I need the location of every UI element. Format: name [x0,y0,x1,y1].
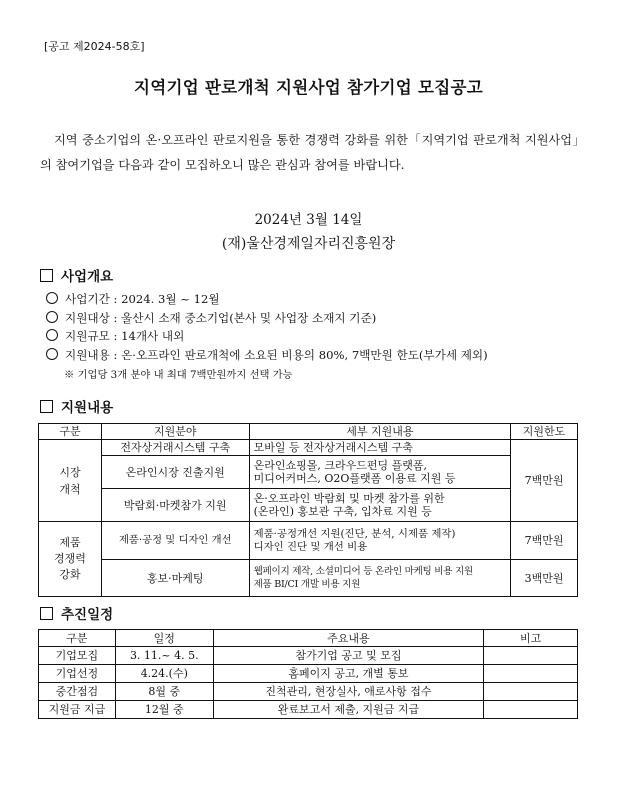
content-cell: 홈페이지 공고, 개별 통보 [213,665,483,683]
stage-cell: 기업모집 [39,647,116,665]
list-item: 지원내용 : 온·오프라인 판로개척에 소요된 비용의 80%, 7백만원 한도(부가세 제외) [46,346,488,365]
detail-cell: 온·오프라인 박람회 및 마켓 참가를 위한 (온라인) 홍보관 구축, 입차료 지원 등 [249,489,510,522]
square-bullet-icon [40,607,53,620]
field-cell: 제품·공정 및 디자인 개선 [101,522,249,560]
limit-cell: 7백만원 [511,440,578,522]
detail-cell: 온라인쇼핑몰, 크라우드펀딩 플랫폼, 미디어커머스, O2O플랫폼 이용료 지원 등 [249,456,510,489]
section-heading-label: 지원내용 [61,400,114,416]
square-bullet-icon [40,269,53,282]
table-row [39,456,578,489]
section-heading-overview [40,265,113,285]
table-header-row [39,424,578,440]
table-row [39,560,578,597]
detail-cell: 웹페이지 제작, 소셜미디어 등 온라인 마케팅 비용 지원 제품 BI/CI 개발 비용 지원 [249,560,510,597]
square-bullet-icon [40,400,53,413]
section-heading-label: 사업개요 [61,269,114,285]
table-header-cell: 구분 [39,424,102,440]
support-table [38,423,578,597]
intro-paragraph: 지역 중소기업의 온·오프라인 판로지원을 통한 경쟁력 강화를 위한「지역기업 판로개척 지원사업」의 참여기업을 다음과 같이 모집하오니 많은 관심과 참여를 바랍니다. [40,133,585,172]
category-cell: 시장 개척 [39,440,102,522]
remark-cell [484,701,578,719]
circle-bullet-icon [46,348,58,360]
detail-cell: 제품·공정개선 지원(진단, 분석, 시제품 제작) 디자인 진단 및 개선 비용 [249,522,510,560]
table-row [39,647,578,665]
table-row [39,522,578,560]
field-cell: 전자상거래시스템 구축 [101,440,249,456]
category-cell: 제품 경쟁력 강화 [39,522,102,597]
content-cell: 진척관리, 현장실사, 애로사항 접수 [213,683,483,701]
table-row [39,440,578,456]
table-header-cell: 구분 [39,630,116,647]
remark-cell [484,647,578,665]
detail-cell: 모바일 등 전자상거래시스템 구축 [249,440,510,456]
table-header-row [39,630,578,647]
table-row [39,665,578,683]
overview-note: ※ 기업당 3개 분야 내 최대 7백만원까지 선택 가능 [64,369,293,381]
field-cell: 홍보·마케팅 [101,560,249,597]
issuing-organization: (재)울산경제일자리진흥원장 [221,236,396,252]
period-cell: 3. 11.~ 4. 5. [115,647,213,665]
table-header-cell: 세부 지원내용 [249,424,510,440]
table-header-cell: 비고 [484,630,578,647]
circle-bullet-icon [46,311,58,323]
period-cell: 8월 중 [115,683,213,701]
table-header-cell: 일정 [115,630,213,647]
list-item: 지원대상 : 울산시 소재 중소기업(본사 및 사업장 소재지 기준) [46,309,488,328]
remark-cell [484,683,578,701]
notice-number: [공고 제2024-58호] [44,40,145,53]
circle-bullet-icon [46,329,58,341]
content-cell: 참가기업 공고 및 모집 [213,647,483,665]
table-header-cell: 지원분야 [101,424,249,440]
list-item: 사업기간 : 2024. 3월 ~ 12월 [46,290,488,309]
announcement-date: 2024년 3월 14일 [254,212,363,228]
table-row [39,683,578,701]
table-header-cell: 지원한도 [511,424,578,440]
overview-list [46,290,488,364]
section-heading-schedule [40,603,113,623]
list-item: 지원규모 : 14개사 내외 [46,327,488,346]
field-cell: 박람회·마켓참가 지원 [101,489,249,522]
remark-cell [484,665,578,683]
stage-cell: 중간점검 [39,683,116,701]
limit-cell: 3백만원 [511,560,578,597]
stage-cell: 기업선정 [39,665,116,683]
field-cell: 온라인시장 진출지원 [101,456,249,489]
stage-cell: 지원금 지급 [39,701,116,719]
circle-bullet-icon [46,292,58,304]
period-cell: 4.24.(수) [115,665,213,683]
table-row [39,489,578,522]
limit-cell: 7백만원 [511,522,578,560]
document-title: 지역기업 판로개척 지원사업 참가기업 모집공고 [134,78,483,97]
content-cell: 완료보고서 제출, 지원금 지급 [213,701,483,719]
section-heading-content [40,396,113,416]
table-row [39,701,578,719]
section-heading-label: 추진일정 [61,607,114,623]
table-header-cell: 주요내용 [213,630,483,647]
schedule-table [38,629,578,719]
period-cell: 12월 중 [115,701,213,719]
